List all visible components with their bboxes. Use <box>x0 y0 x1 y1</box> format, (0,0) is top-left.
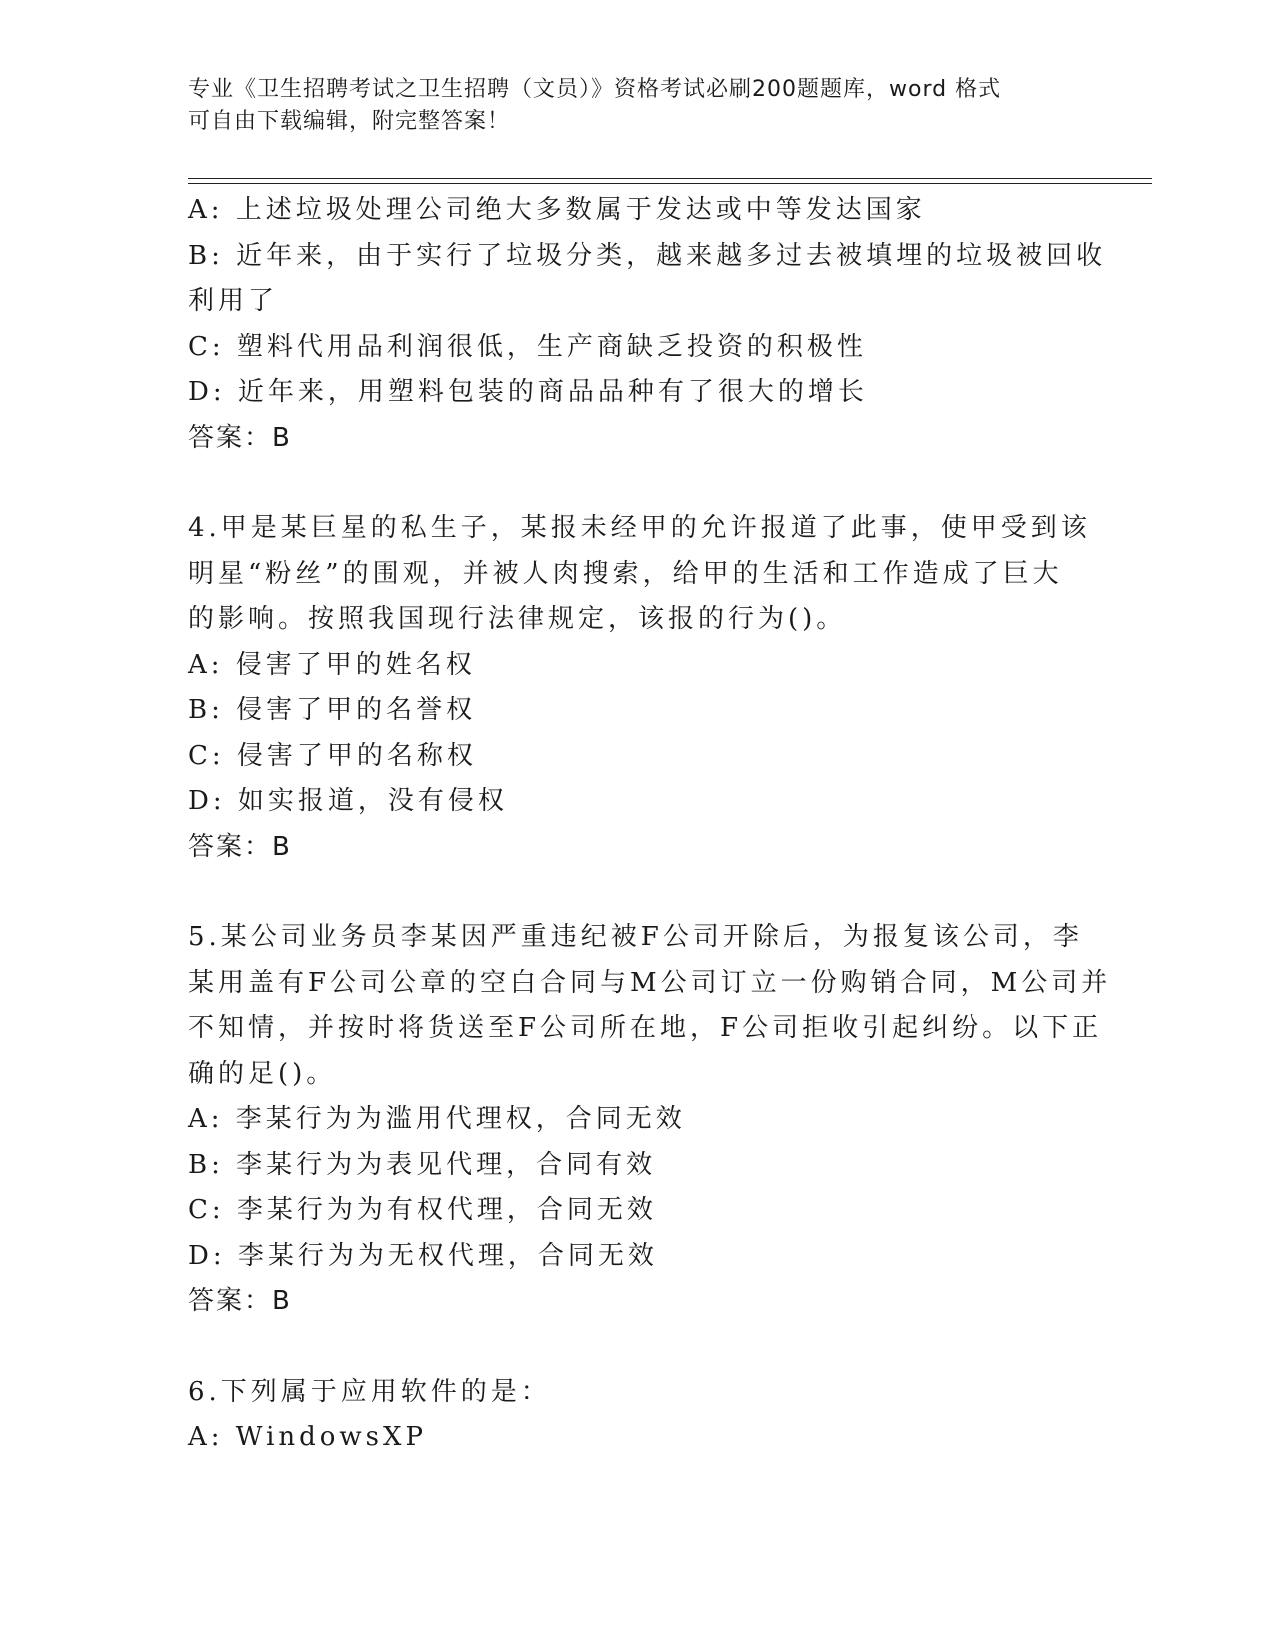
question-stem-line: 5.某公司业务员李某因严重违纪被F公司开除后，为报复该公司，李 <box>188 922 1083 952</box>
option-b-continued: 利用了 <box>188 286 279 316</box>
option-d: D: 如实报道，没有侵权 <box>188 786 508 816</box>
option-a: A: 李某行为为滥用代理权，合同无效 <box>188 1104 686 1134</box>
option-d: D: 近年来，用塑料包装的商品品种有了很大的增长 <box>188 377 868 407</box>
option-c: C: 李某行为为有权代理，合同无效 <box>188 1195 657 1225</box>
question-stem-line: 确的足()。 <box>188 1058 337 1089</box>
question-stem-line: 明星“粉丝”的围观，并被人肉搜索，给甲的生活和工作造成了巨大 <box>188 558 1063 589</box>
question-stem-line: 的影响。按照我国现行法律规定，该报的行为()。 <box>188 604 847 634</box>
question-3 <box>188 188 1107 461</box>
header-divider-bottom <box>188 183 1152 184</box>
option-a: A: 上述垃圾处理公司绝大多数属于发达或中等发达国家 <box>188 195 926 225</box>
question-stem-line: 不知情，并按时将货送至F公司所在地，F公司拒收引起纠纷。以下正 <box>188 1013 1103 1043</box>
option-d: D: 李某行为为无权代理，合同无效 <box>188 1240 658 1271</box>
answer: 答案：B <box>188 422 292 453</box>
spacer <box>188 1325 1088 1370</box>
question-stem-line: 某用盖有F公司公章的空白合同与M公司订立一份购销合同，M公司并 <box>188 967 1112 998</box>
option-a: A: WindowsXP <box>188 1422 428 1452</box>
spacer <box>188 461 1088 506</box>
question-4 <box>188 506 1091 870</box>
header-title-line-1: 专业《卫生招聘考试之卫生招聘（文员）》资格考试必刷200题题库，word 格式 <box>188 77 1002 102</box>
question-content <box>188 188 1112 1461</box>
answer: 答案：B <box>188 1286 292 1316</box>
answer: 答案：B <box>188 831 292 862</box>
question-stem-line: 4.甲是某巨星的私生子，某报未经甲的允许报道了此事，使甲受到该 <box>188 513 1091 543</box>
question-stem-line: 6.下列属于应用软件的是： <box>188 1376 551 1407</box>
option-b: B: 李某行为为表见代理，合同有效 <box>188 1149 657 1180</box>
header-divider-top <box>188 178 1152 179</box>
option-c: C: 侵害了甲的名称权 <box>188 740 477 771</box>
option-c: C: 塑料代用品利润很低，生产商缺乏投资的积极性 <box>188 331 867 362</box>
document-header <box>188 74 1068 138</box>
question-6 <box>188 1370 1088 1461</box>
option-a: A: 侵害了甲的姓名权 <box>188 649 476 680</box>
option-b: B: 侵害了甲的名誉权 <box>188 695 477 725</box>
question-5 <box>188 915 1112 1325</box>
spacer <box>188 870 1088 915</box>
header-title-line-2: 可自由下载编辑，附完整答案！ <box>188 109 511 134</box>
option-b: B: 近年来，由于实行了垃圾分类，越来越多过去被填埋的垃圾被回收 <box>188 240 1107 271</box>
